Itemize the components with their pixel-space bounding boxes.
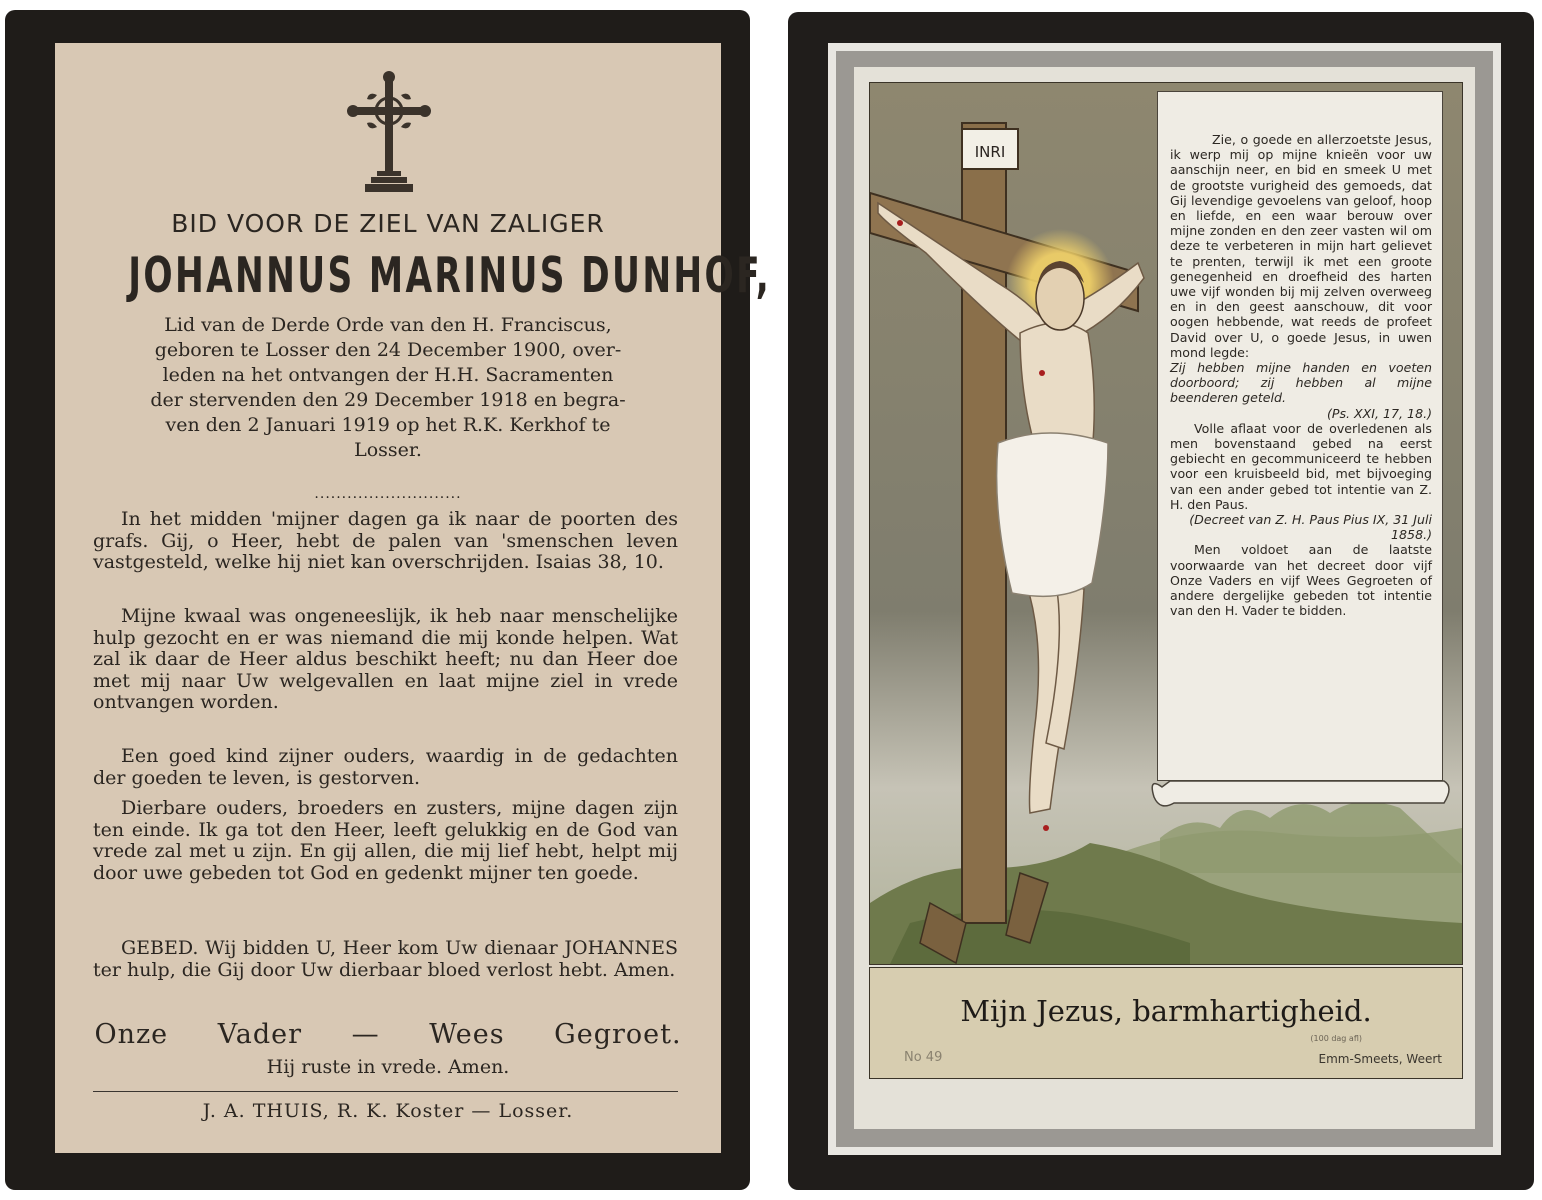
meta-line: Losser. bbox=[354, 439, 422, 461]
verse-paragraph: Een goed kind zijner ouders, waardig in de gedachten der goeden te leven, is gestorven. bbox=[93, 745, 678, 789]
psalm-reference: (Ps. XXI, 17, 18.) bbox=[1326, 405, 1432, 421]
card-number: No 49 bbox=[904, 1050, 943, 1065]
frame-inner bbox=[854, 67, 1475, 1129]
memorial-card-text-side bbox=[5, 10, 772, 1190]
heading: BID VOOR DE ZIEL VAN ZALIGER bbox=[171, 209, 605, 238]
closing-prayers: Onze Vader — Wees Gegroet. bbox=[94, 1019, 682, 1050]
publisher: Emm-Smeets, Weert bbox=[1318, 1052, 1442, 1066]
crucifixion-illustration bbox=[869, 82, 1463, 965]
caption-title: Mijn Jezus, barmhartigheid. bbox=[960, 994, 1372, 1028]
frame-grey bbox=[836, 51, 1493, 1147]
prayer-scroll bbox=[1157, 91, 1443, 781]
prayer-text bbox=[1170, 132, 1432, 619]
prayer-paragraph: Zie, o goede en allerzoetste Jesus, ik werp mij op mijne knieën voor uw aanschijn neer, en bid en smeek U met de grootste vurigheid des gemoeds, dat Gij levendige gevoelens van geloof, hoop en liefde, en een waar berouw over mijne zonden en den zeer vasten wil om deze te verbeteren in mijn hart gelievet te prenten, terwijl ik met een groote genegenheid en droefheid des harten uwe vijf wonden bij mij zelven overweeg en in den geest aanschouw, dit voor oogen hebbende, wat reeds de profeet David over U, o goede Jesus, in uwen mond legde: bbox=[1170, 132, 1432, 360]
caption-plate bbox=[869, 967, 1463, 1079]
deceased-name: JOHANNUS MARINUS DUNHOF, bbox=[128, 247, 772, 304]
psalm-quote: Zij hebben mijne handen en voeten doorboord; zij hebben al mijne beenderen geteld. bbox=[1170, 360, 1432, 406]
verse-paragraph: In het midden 'mijner dagen ga ik naar de poorten des grafs. Gij, o Heer, hebt de palen van 'smenschen leven vastgesteld, welke hij niet kan overschrijden. Isaias 38, 10. bbox=[93, 508, 678, 573]
meta-line: leden na het ontvangen der H.H. Sacramenten bbox=[162, 364, 614, 386]
frame-outer bbox=[828, 43, 1501, 1155]
prayer-paragraph: GEBED. Wij bidden U, Heer kom Uw dienaar JOHANNES ter hulp, die Gij door Uw dierbaar bloed verlost hebt. Amen. bbox=[93, 937, 678, 981]
memorial-card-image-side bbox=[788, 12, 1534, 1190]
rest-in-peace: Hij ruste in vrede. Amen. bbox=[266, 1056, 510, 1078]
divider: ........................... bbox=[314, 486, 462, 502]
card-paper bbox=[55, 43, 772, 1153]
decree-reference: (Decreet van Z. H. Paus Pius IX, 31 Juli 1858.) bbox=[1189, 512, 1432, 543]
divider-rule bbox=[93, 1091, 678, 1092]
verse-paragraph: Mijne kwaal was ongeneeslijk, ik heb naar menschelijke hulp gezocht en er was niemand die mij konde helpen. Wat zal ik daar de Heer aldus beschikt heeft; nu dan Heer doe met mij naar Uw welgevallen en laat mijne ziel in vrede ontvangen worden. bbox=[93, 605, 678, 713]
meta-line: der stervenden den 29 December 1918 en begra- bbox=[150, 389, 626, 411]
meta-line: Lid van de Derde Orde van den H. Franciscus, bbox=[164, 314, 612, 336]
cross-icon bbox=[347, 67, 431, 199]
indulgence-note: (100 dag afl) bbox=[1310, 1034, 1362, 1043]
indulgence-text: Volle aflaat voor de overledenen als men bovenstaand gebed na eerst gebiecht en gecommuniceerd te hebben voor een kruisbeeld bid, met bijvoeging van een ander gebed tot intentie van Z. H. den Paus. bbox=[1170, 420, 1432, 512]
condition-text: Men voldoet aan de laatste voorwaarde van het decreet door vijf Onze Vaders en vijf Wees Gegroeten of andere dergelijke gebeden tot intentie van den H. Vader te bidden. bbox=[1170, 542, 1432, 619]
verse-paragraph: Dierbare ouders, broeders en zusters, mijne dagen zijn ten einde. Ik ga tot den Heer, leeft gelukkig en de God van vrede zal met u zijn. En gij allen, die mij lief hebt, helpt mij door uwe gebeden tot God en gedenkt mijner ten goede. bbox=[93, 797, 678, 884]
printer-credit: J. A. THUIS, R. K. Koster — Losser. bbox=[202, 1100, 574, 1122]
inri-plaque: INRI bbox=[974, 143, 1006, 161]
meta-line: ven den 2 Januari 1919 op het R.K. Kerkhof te bbox=[165, 414, 611, 436]
scroll-curl-icon bbox=[870, 767, 1463, 827]
meta-line: geboren te Losser den 24 December 1900, over- bbox=[154, 339, 622, 361]
